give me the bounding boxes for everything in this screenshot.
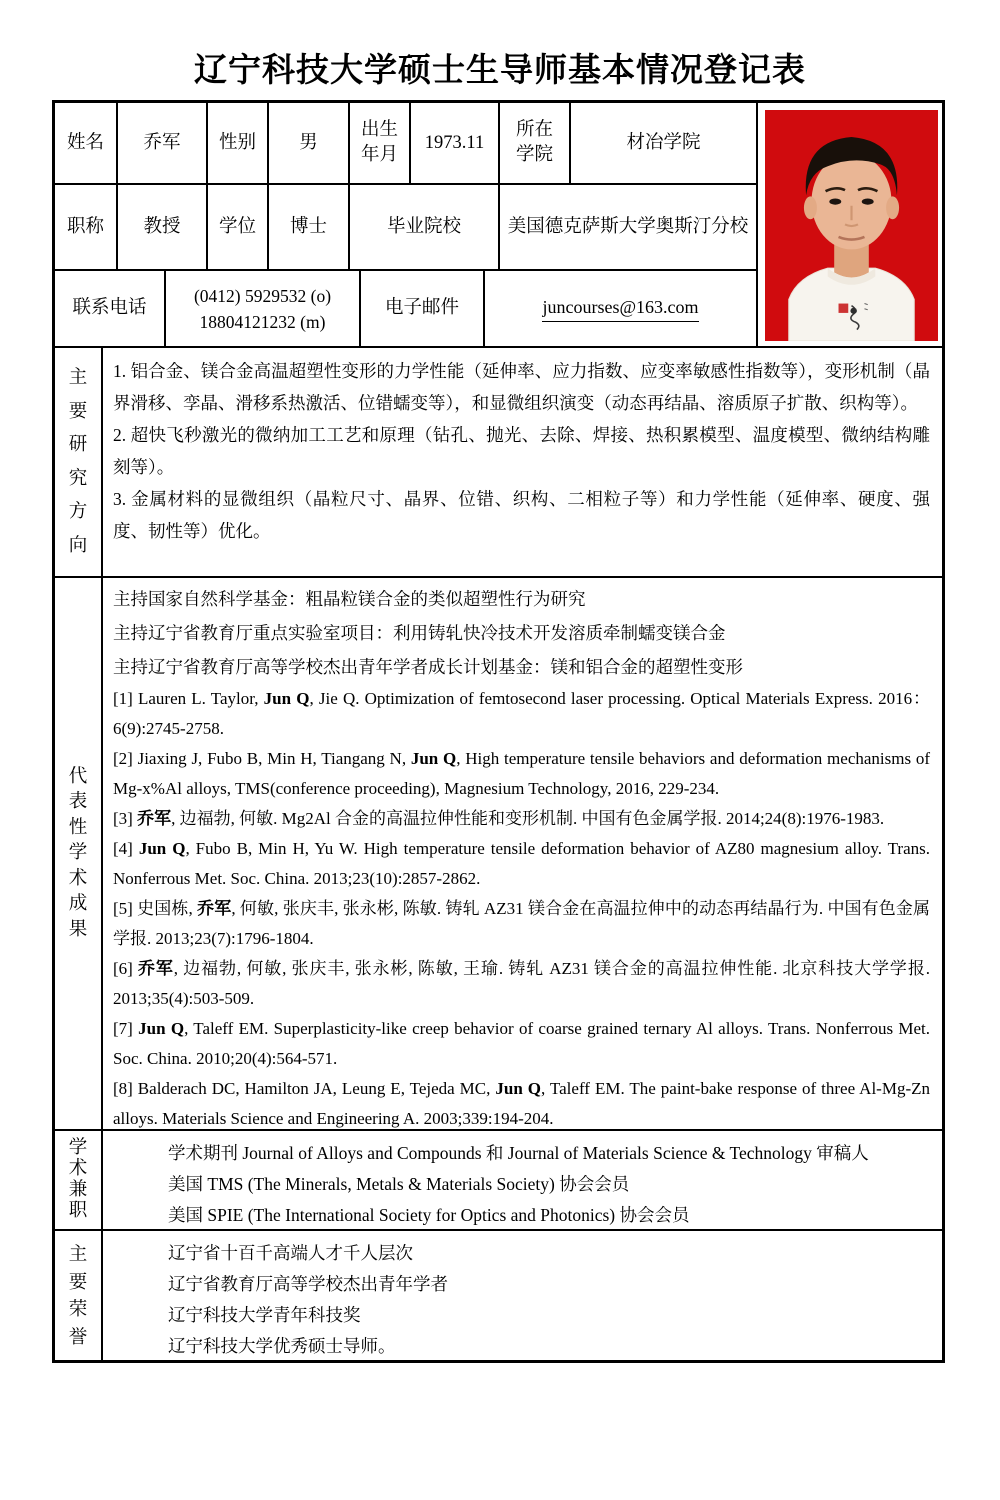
row-contact bbox=[55, 271, 758, 348]
list-item: 学术期刊 Journal of Alloys and Compounds 和 Journal of Materials Science & Technology 审稿人 bbox=[168, 1143, 869, 1163]
vertical-label-char: 主 bbox=[68, 1245, 88, 1265]
section-label-achievements bbox=[55, 578, 103, 1129]
publication-item: [7] Jun Q, Taleff EM. Superplasticity-like creep behavior of coarse grained ternary Al alloys. Trans. Nonferrous Met. Soc. China. 2010;20(4):564-571. bbox=[113, 1019, 931, 1068]
list-item: 1. 铝合金、镁合金高温超塑性变形的力学性能（延伸率、应力指数、应变率敏感性指数等），变形机制（晶界滑移、孪晶、滑移系热激活、位错蠕变等），和显微组织演变（动态再结晶、溶质原子扩散、织构等）。 bbox=[113, 361, 930, 413]
list-item: 3. 金属材料的显微组织（晶粒尺寸、晶界、位错、织构、二相粒子等）和力学性能（延伸率、硬度、强度、韧性等）优化。 bbox=[113, 489, 930, 541]
id-photo bbox=[758, 103, 942, 348]
section-research bbox=[55, 348, 942, 578]
vertical-label-char: 代 bbox=[68, 766, 88, 787]
section-label-positions bbox=[55, 1131, 103, 1229]
publication-item: [2] Jiaxing J, Fubo B, Min H, Tiangang N, Jun Q, High temperature tensile behaviors and deformation mechanisms of Mg-x%Al alloys, TMS(conference proceeding), Magnesium Technology, 2016, 229-234. bbox=[113, 749, 930, 798]
section-honors bbox=[55, 1231, 942, 1362]
section-label-honors bbox=[55, 1231, 103, 1362]
email-link[interactable]: juncourses@163.com bbox=[542, 295, 698, 321]
form-table bbox=[52, 100, 945, 1363]
vertical-label-char: 要 bbox=[68, 1272, 88, 1293]
vertical-label-char: 学 bbox=[68, 843, 88, 864]
degree-label: 学位 bbox=[208, 185, 269, 271]
vertical-label-char: 要 bbox=[68, 401, 88, 422]
section-achievements bbox=[55, 578, 942, 1131]
degree-value: 博士 bbox=[269, 185, 350, 271]
publication-item: [8] Balderach DC, Hamilton JA, Leung E, Tejeda MC, Jun Q, Taleff EM. The paint-bake response of three Al-Mg-Zn alloys. Materials Science and Engineering A. 2003;339:194-204. bbox=[113, 1079, 930, 1128]
phone-label: 联系电话 bbox=[55, 271, 166, 348]
name-label: 姓名 bbox=[55, 103, 118, 185]
birth-label: 出生年月 bbox=[350, 103, 411, 185]
phone-mobile: 18804121232 (m) bbox=[199, 311, 326, 332]
vertical-label-char: 成 bbox=[68, 894, 88, 915]
gender-value: 男 bbox=[269, 103, 350, 185]
achievements-content bbox=[103, 578, 942, 1129]
list-item: 美国 TMS (The Minerals, Metals & Materials Society) 协会会员 bbox=[168, 1174, 630, 1194]
positions-content bbox=[103, 1131, 942, 1229]
publication-item: [4] Jun Q, Fubo B, Min H, Yu W. High temperature tensile deformation behavior of AZ80 magnesium alloy. Trans. Nonferrous Met. Soc. China. 2013;23(10):2857-2862. bbox=[113, 839, 931, 888]
list-item: 辽宁省十百千高端人才千人层次 bbox=[168, 1243, 413, 1263]
vertical-label-char: 方 bbox=[68, 502, 88, 522]
college-value: 材冶学院 bbox=[571, 103, 758, 185]
vertical-label-char: 究 bbox=[68, 468, 88, 489]
name-value: 乔军 bbox=[118, 103, 208, 185]
gender-label: 性别 bbox=[208, 103, 269, 185]
row-title-degree-school bbox=[55, 185, 758, 271]
vertical-label-char: 主 bbox=[68, 368, 88, 388]
vertical-label-char: 誉 bbox=[68, 1327, 88, 1348]
phone-value bbox=[166, 271, 361, 348]
list-item: 主持辽宁省教育厅重点实验室项目：利用铸轧快冷技术开发溶质牵制蠕变镁合金 bbox=[113, 623, 726, 643]
list-item: 主持辽宁省教育厅高等学校杰出青年学者成长计划基金：镁和铝合金的超塑性变形 bbox=[113, 657, 743, 677]
list-item: 美国 SPIE (The International Society for Optics and Photonics) 协会会员 bbox=[168, 1205, 690, 1225]
vertical-label-char: 兼 bbox=[68, 1180, 88, 1201]
research-content bbox=[103, 348, 942, 576]
vertical-label-char: 荣 bbox=[68, 1300, 88, 1320]
vertical-label-char: 果 bbox=[68, 919, 88, 940]
vertical-label-char: 表 bbox=[68, 792, 88, 813]
list-item: 辽宁科技大学青年科技奖 bbox=[168, 1305, 361, 1325]
email-cell bbox=[485, 271, 758, 348]
vertical-label-char: 研 bbox=[68, 435, 88, 455]
publications bbox=[113, 684, 930, 1129]
phone-office: (0412) 5929532 (o) bbox=[193, 285, 332, 306]
vertical-label-char: 性 bbox=[68, 817, 88, 838]
list-item: 主持国家自然科学基金：粗晶粒镁合金的类似超塑性行为研究 bbox=[113, 589, 586, 609]
publication-item: [6] 乔军, 边福勃, 何敏, 张庆丰, 张永彬, 陈敏, 王瑜. 铸轧 AZ31 镁合金的高温拉伸性能. 北京科技大学学报. 2013;35(4):503-509. bbox=[113, 959, 930, 1008]
vertical-label-char: 职 bbox=[68, 1201, 88, 1222]
vertical-label-char: 向 bbox=[68, 535, 88, 556]
list-item: 辽宁省教育厅高等学校杰出青年学者 bbox=[168, 1274, 448, 1294]
section-label-research bbox=[55, 348, 103, 576]
school-label: 毕业院校 bbox=[350, 185, 500, 271]
page-title: 辽宁科技大学硕士生导师基本情况登记表 bbox=[194, 51, 806, 88]
prof-title-value: 教授 bbox=[118, 185, 208, 271]
publication-item: [1] Lauren L. Taylor, Jun Q, Jie Q. Optimization of femtosecond laser processing. Optical Materials Express. 2016：6(9):2745-2758. bbox=[113, 689, 931, 738]
funded-projects bbox=[113, 582, 930, 684]
birth-value: 1973.11 bbox=[411, 103, 500, 185]
list-item: 2. 超快飞秒激光的微纳加工工艺和原理（钻孔、抛光、去除、焊接、热积累模型、温度模型、微纳结构雕刻等）。 bbox=[113, 425, 930, 477]
publication-item: [3] 乔军, 边福勃, 何敏. Mg2Al 合金的高温拉伸性能和变形机制. 中国有色金属学报. 2014;24(8):1976-1983. bbox=[113, 809, 885, 828]
prof-title-label: 职称 bbox=[55, 185, 118, 271]
vertical-label-char: 术 bbox=[68, 1159, 88, 1180]
list-item: 辽宁科技大学优秀硕士导师。 bbox=[168, 1336, 396, 1356]
id-photo-image bbox=[765, 110, 938, 341]
honors-content bbox=[103, 1231, 942, 1362]
section-positions bbox=[55, 1131, 942, 1231]
basic-info-block bbox=[55, 103, 942, 348]
publication-item: [5] 史国栋, 乔军, 何敏, 张庆丰, 张永彬, 陈敏. 铸轧 AZ31 镁合金在高温拉伸中的动态再结晶行为. 中国有色金属学报. 2013;23(7):1796-1804. bbox=[113, 899, 930, 948]
college-label: 所在学院 bbox=[500, 103, 571, 185]
vertical-label-char: 术 bbox=[68, 868, 88, 889]
row-name-gender-birth-college bbox=[55, 103, 758, 185]
email-label: 电子邮件 bbox=[361, 271, 485, 348]
vertical-label-char: 学 bbox=[68, 1138, 88, 1159]
school-value: 美国德克萨斯大学奥斯汀分校 bbox=[500, 185, 758, 271]
